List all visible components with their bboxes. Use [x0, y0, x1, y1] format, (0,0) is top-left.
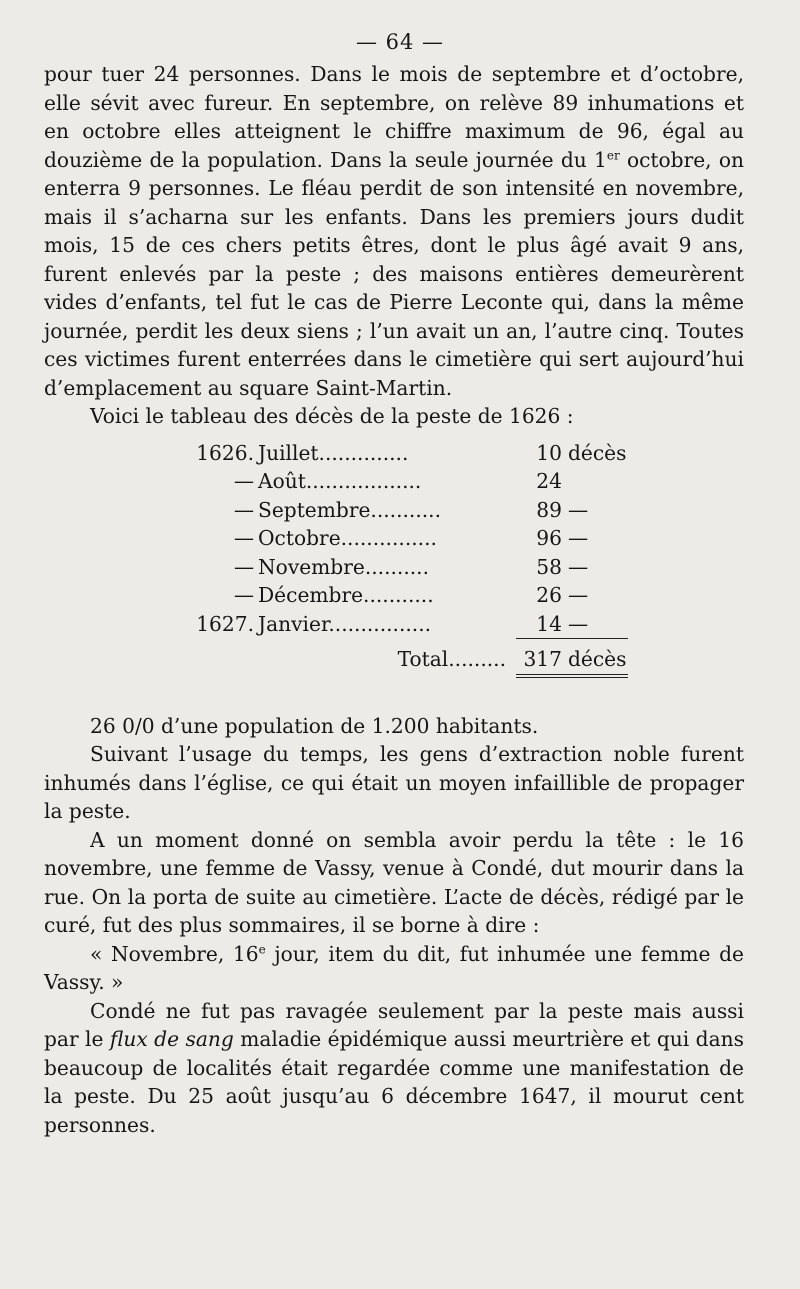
table-row	[184, 524, 628, 553]
row-unit: —	[568, 497, 589, 522]
paragraph-conde	[44, 997, 744, 1140]
row-unit	[568, 467, 628, 496]
quote-text: « Novembre, 16	[90, 941, 259, 966]
row-unit: —	[568, 583, 589, 607]
table-row	[184, 439, 628, 468]
row-year: —	[233, 469, 254, 493]
row-count: 58	[536, 554, 562, 579]
row-month: Septembre...........	[258, 497, 442, 522]
paragraph-text: 1	[594, 147, 607, 172]
paragraph-percentage: 26 0/0 d’une population de 1.200 habitants.	[90, 713, 539, 738]
deaths-table	[184, 439, 628, 678]
table-row	[184, 553, 628, 582]
paragraph-table-intro: Voici le tableau des décès de la peste de 1626 :	[90, 404, 574, 428]
row-year: —	[233, 583, 254, 607]
page-number: — 64 —	[355, 30, 445, 54]
row-month: Août..................	[258, 469, 422, 493]
row-month: Janvier................	[258, 611, 432, 636]
table-row	[184, 581, 628, 610]
row-month: Décembre...........	[258, 583, 434, 607]
row-count: 89	[536, 497, 562, 522]
paragraph-text: maladie épidémique aussi meurtrière et qui dans beaucoup de localités était regardée comme une manifestation de la peste. Du 25 août jusqu’au 6 décembre 1647, il mourut cent personnes.	[44, 1027, 744, 1137]
total-row	[184, 645, 628, 676]
row-month: Juillet..............	[258, 440, 409, 465]
table-row	[184, 467, 628, 496]
total-value: 317	[516, 645, 568, 676]
paragraph-epidemic	[44, 60, 744, 402]
row-year: —	[233, 497, 254, 522]
row-unit: décès	[568, 440, 627, 465]
row-month: Octobre...............	[258, 526, 437, 550]
italic-term: flux de sang	[109, 1027, 234, 1051]
table-row	[184, 610, 628, 639]
row-year: 1626.	[196, 440, 254, 465]
paragraph-text: Condé ne fut pas ravagée seulement par la peste mais aussi par le	[44, 998, 744, 1051]
superscript: er	[606, 147, 620, 162]
row-count: 96	[536, 526, 562, 550]
row-year: 1627.	[196, 611, 254, 636]
row-unit: —	[568, 611, 589, 636]
row-count: 14	[536, 611, 562, 636]
paragraph-quote	[44, 940, 744, 997]
row-month: Novembre..........	[258, 554, 430, 579]
page-body	[44, 60, 744, 1139]
row-unit: —	[568, 526, 589, 550]
row-count: 26	[536, 583, 562, 607]
row-count: 24	[536, 469, 562, 493]
superscript: e	[258, 941, 266, 956]
paragraph-text: octobre, on enterra 9 personnes. Le fléau perdit de son intensité en novembre, mais il s’acharna sur les enfants. Dans les premiers jours dudit mois, 15 de ces chers petits êtres, dont le plus âgé avait 9 ans, furent enlevés par la peste ; des maisons entières demeurèrent vides d’enfants, tel fut le cas de Pierre Leconte qui, dans la même journée, perdit les deux siens ; l’un avait un an, l’autre cinq. Toutes ces victimes furent enterrées dans le cimetière qui sert aujourd’hui d’emplacement au square Saint-Martin.	[44, 147, 744, 400]
total-unit: décès	[568, 645, 628, 676]
row-count: 10	[536, 440, 562, 465]
paragraph-usage: Suivant l’usage du temps, les gens d’extraction noble furent inhumés dans l’église, ce qui était un moyen infaillible de propager la peste.	[44, 742, 744, 823]
total-label: Total.........	[397, 647, 506, 671]
row-unit: —	[568, 554, 589, 579]
row-year: —	[233, 554, 254, 579]
table-row	[184, 496, 628, 525]
paragraph-text: pour tuer 24 personnes. Dans le mois de septembre et d’octobre, elle sévit avec fureur. En septembre, on relève 89 inhumations et en octobre elles atteignent le chiffre maximum de 96, égal au douzième de la population. Dans la seule journée du	[44, 62, 744, 172]
quote-text: jour, item du dit, fut inhumée une femme de Vassy. »	[44, 941, 745, 994]
paragraph-moment: A un moment donné on sembla avoir perdu la tête : le 16 novembre, une femme de Vassy, venue à Condé, dut mourir dans la rue. On la porta de suite au cimetière. L’acte de décès, rédigé par le curé, fut des plus sommaires, il se borne à dire :	[44, 827, 744, 937]
row-year: —	[233, 526, 254, 550]
